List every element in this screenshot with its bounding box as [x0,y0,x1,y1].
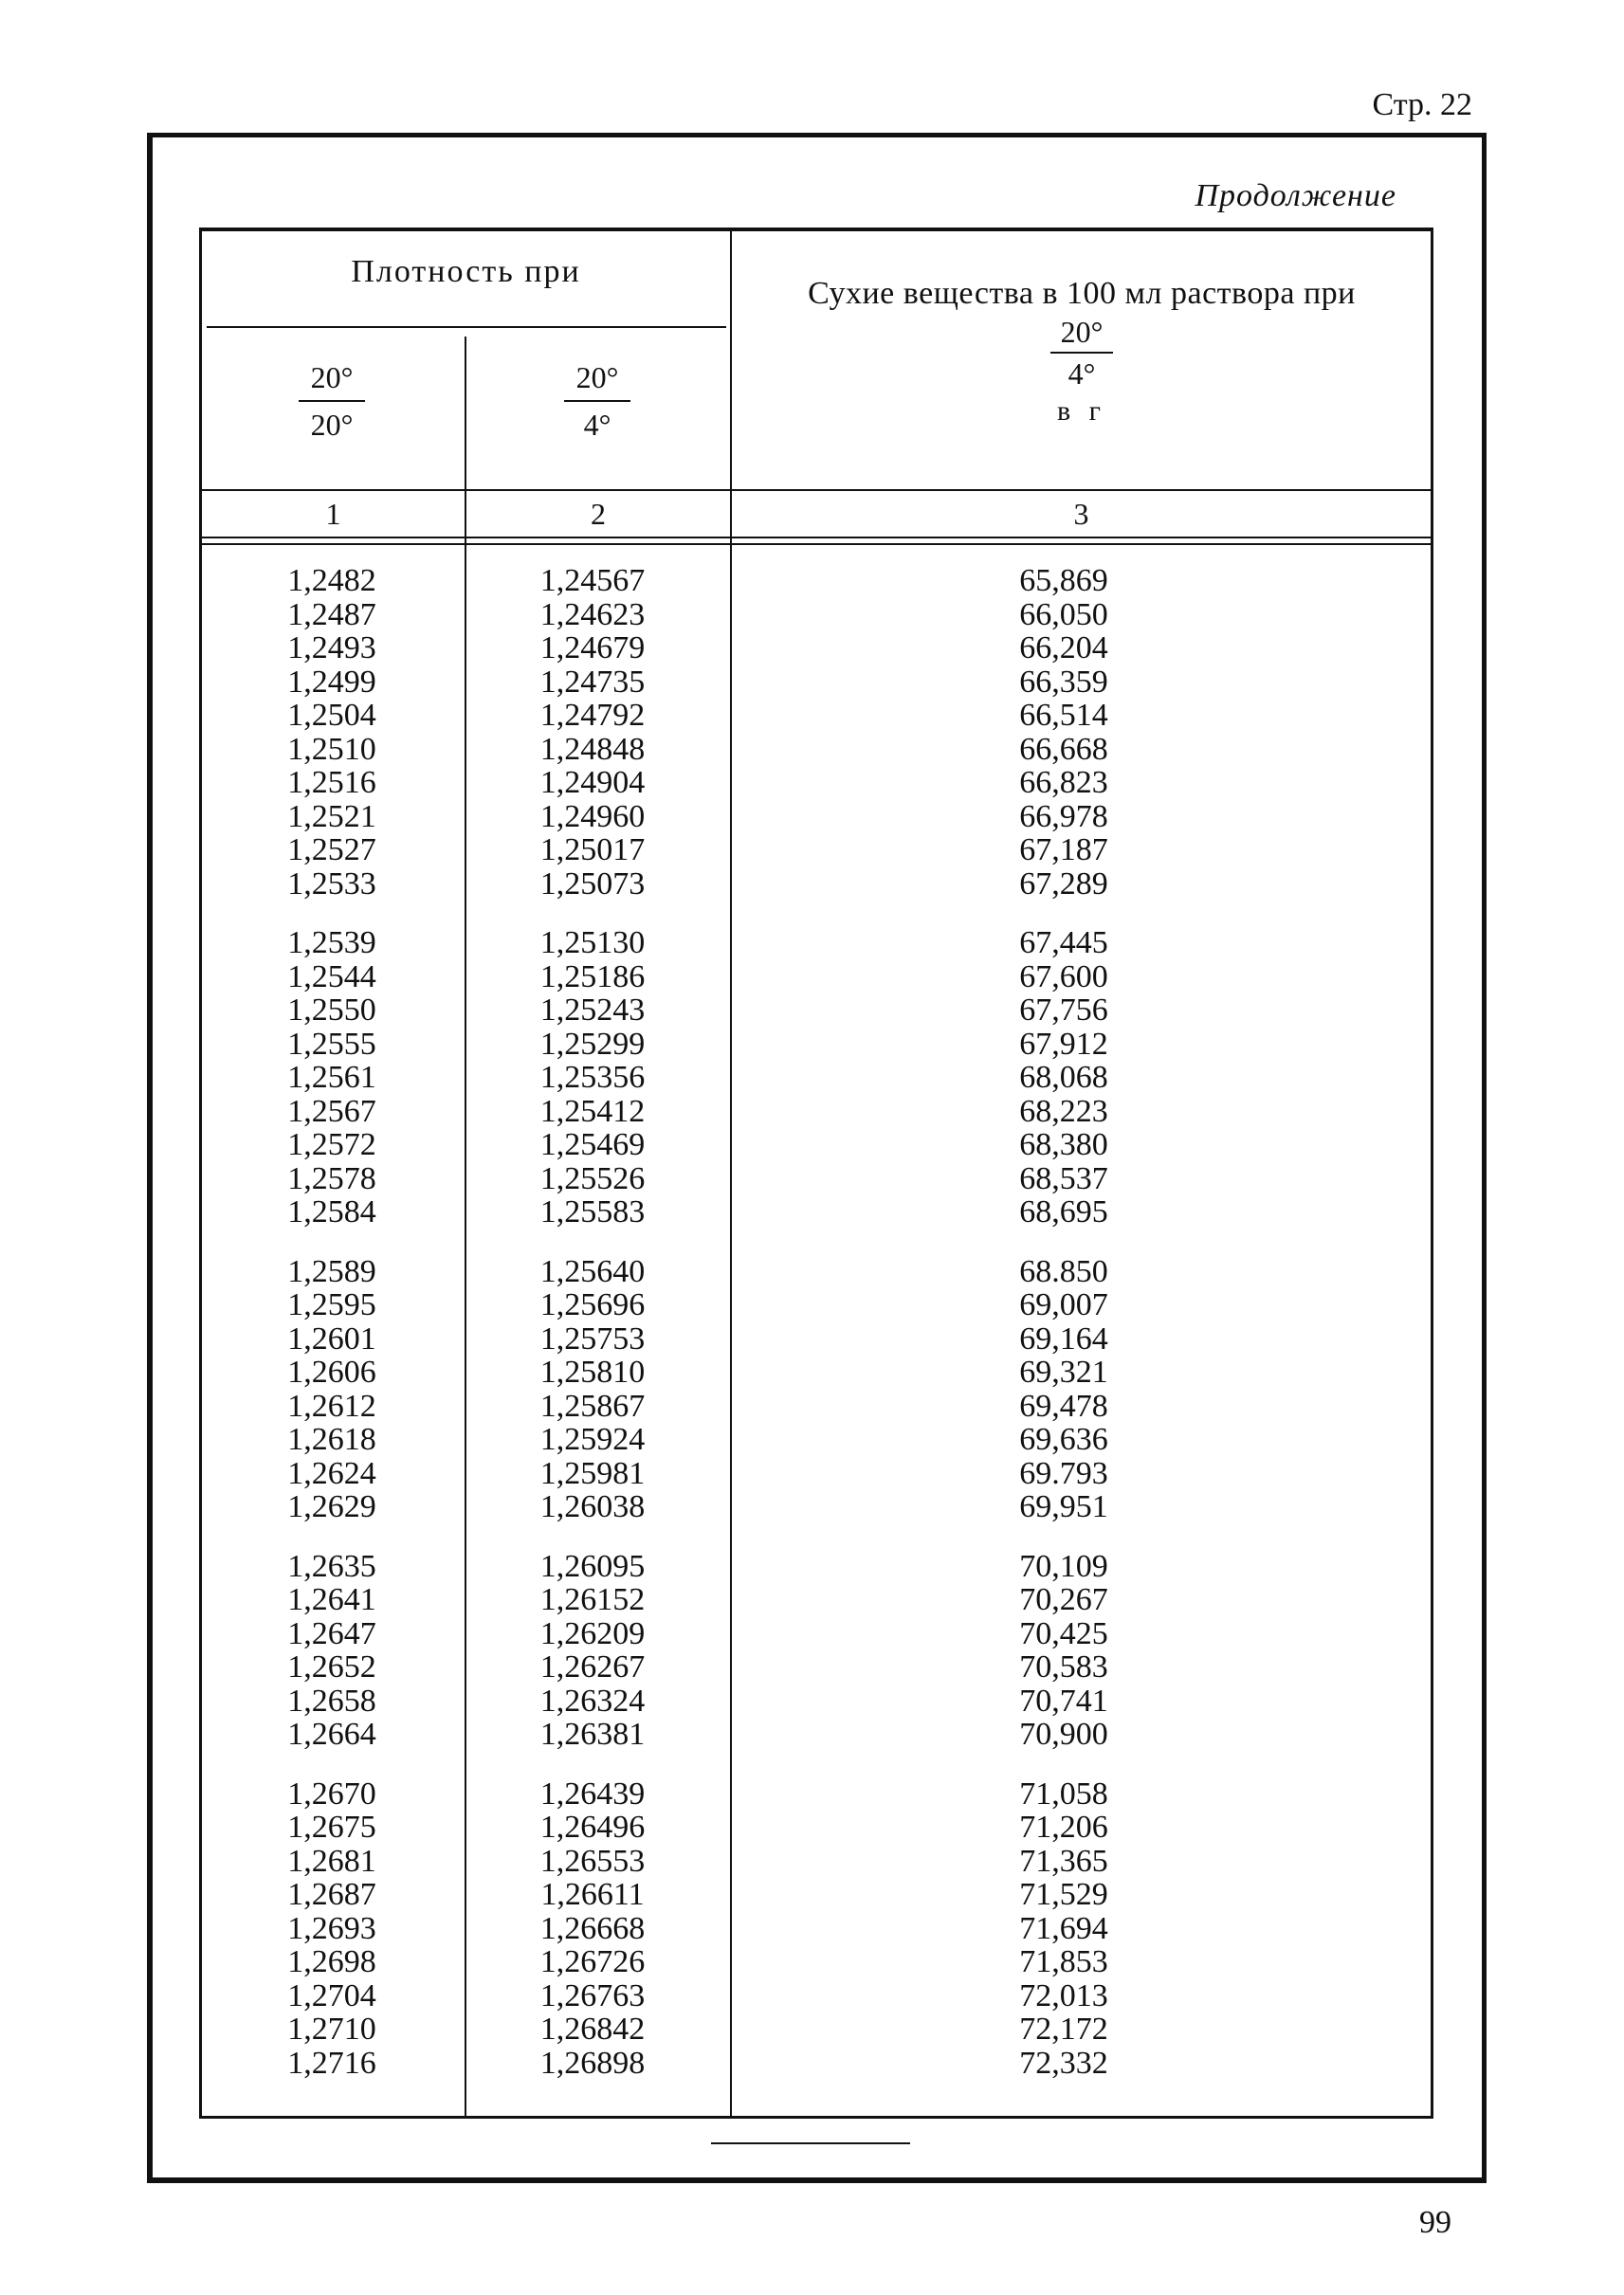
density-20-4-cell: 1,25356 [539,1060,646,1095]
table-row [199,1550,1433,1584]
density-20-4-cell: 1,26668 [539,1910,646,1946]
density-20-4-cell: 1,25130 [539,925,646,960]
density-20-4-cell: 1,26553 [539,1843,646,1879]
frame-right-border [1482,133,1487,2182]
table-row [199,960,1433,994]
col1-header-fraction [275,356,389,446]
dry-matter-cell: 72,172 [1019,2012,1108,2047]
density-20-20-cell: 1,2716 [287,2045,376,2081]
density-20-20-cell: 1,2550 [287,993,376,1028]
page-header: Стр. 22 [1372,87,1472,122]
density-20-20-cell: 1,2499 [287,664,376,700]
density-20-20-cell: 1,2555 [287,1026,376,1062]
density-20-4-cell: 1,25299 [539,1026,646,1062]
density-20-4-cell: 1,25640 [539,1253,646,1289]
dry-matter-cell: 70,741 [1019,1683,1108,1719]
table-row [199,1322,1433,1357]
table-row [199,1128,1433,1162]
density-20-20-cell: 1,2516 [287,765,376,800]
table-row [199,926,1433,960]
table-row [199,1979,1433,2013]
density-20-20-cell: 1,2487 [287,596,376,632]
dry-matter-cell: 69,321 [1019,1355,1108,1390]
dry-matter-cell: 70,267 [1019,1582,1108,1617]
density-20-4-cell: 1,24679 [539,630,646,665]
dry-matter-cell: 71,206 [1019,1810,1108,1845]
table-row [199,1617,1433,1651]
column-number-3: 3 [1073,497,1089,531]
dry-matter-cell: 69,951 [1019,1489,1108,1524]
density-20-4-cell: 1,24904 [539,765,646,800]
dry-matter-cell: 68,223 [1019,1093,1108,1129]
group-header-rule [207,326,726,328]
col1-header-numerator: 20° [310,360,354,394]
density-20-4-cell: 1,24960 [539,798,646,834]
density-20-20-cell: 1,2635 [287,1548,376,1584]
table-row [199,1777,1433,1812]
density-20-20-cell: 1,2670 [287,1776,376,1812]
dry-matter-cell: 71,694 [1019,1910,1108,1946]
density-20-4-cell: 1,26381 [539,1717,646,1752]
table-row [199,766,1433,800]
row-group [199,1550,1433,1752]
col3-header-fraction [1050,313,1113,392]
table-bottom-rule [199,2116,1433,2119]
row-group [199,926,1433,1229]
density-20-4-cell: 1,25753 [539,1321,646,1357]
table-row [199,1356,1433,1390]
dry-matter-cell: 68,068 [1019,1060,1108,1095]
dry-matter-cell: 68,380 [1019,1127,1108,1162]
density-20-20-cell: 1,2595 [287,1287,376,1322]
table-row [199,867,1433,902]
footer-rule [711,2142,910,2144]
dry-matter-cell: 69,636 [1019,1422,1108,1457]
table-row [199,1718,1433,1752]
density-20-20-cell: 1,2584 [287,1194,376,1229]
col1-header-denominator: 20° [310,408,354,442]
dry-matter-cell: 66,050 [1019,596,1108,632]
density-table [199,228,1433,2120]
table-row [199,2013,1433,2047]
dry-matter-cell: 68.850 [1019,1253,1108,1289]
table-row [199,1288,1433,1322]
table-row [199,1061,1433,1095]
density-20-20-cell: 1,2544 [287,958,376,994]
table-row [199,1095,1433,1129]
density-20-20-cell: 1,2572 [287,1127,376,1162]
row-group [199,1255,1433,1524]
density-20-4-cell: 1,26267 [539,1649,646,1685]
density-20-20-cell: 1,2647 [287,1615,376,1651]
table-row [199,631,1433,665]
dry-matter-cell: 67,756 [1019,993,1108,1028]
density-20-4-cell: 1,26898 [539,2045,646,2081]
header-bottom-rule [199,489,1433,491]
density-20-4-cell: 1,25412 [539,1093,646,1129]
dry-matter-cell: 71,365 [1019,1843,1108,1879]
density-20-4-cell: 1,25073 [539,865,646,902]
density-20-4-cell: 1,25810 [539,1355,646,1390]
table-row [199,1457,1433,1491]
table-row [199,1490,1433,1524]
table-row [199,733,1433,767]
density-20-20-cell: 1,2606 [287,1355,376,1390]
table-row [199,1423,1433,1457]
density-20-4-cell: 1,26611 [540,1877,645,1912]
row-group [199,1777,1433,2081]
density-20-20-cell: 1,2618 [287,1422,376,1457]
table-row [199,1945,1433,1979]
table-row [199,1878,1433,1912]
table-row [199,1390,1433,1424]
density-20-4-cell: 1,26496 [539,1810,646,1845]
density-20-20-cell: 1,2521 [287,798,376,834]
dry-matter-cell: 71,853 [1019,1944,1108,1979]
density-20-20-cell: 1,2675 [287,1810,376,1845]
density-20-20-cell: 1,2658 [287,1683,376,1719]
col2-header-denominator: 4° [583,408,611,442]
page-number: 99 [1419,2205,1451,2240]
density-20-20-cell: 1,2624 [287,1455,376,1491]
table-row [199,993,1433,1028]
density-20-20-cell: 1,2664 [287,1717,376,1752]
table-top-rule [199,228,1433,231]
col2-header-numerator: 20° [575,360,619,394]
dry-matter-cell: 69,478 [1019,1388,1108,1424]
dry-matter-cell: 66,668 [1019,731,1108,767]
density-20-20-cell: 1,2612 [287,1388,376,1424]
dry-matter-cell: 66,359 [1019,664,1108,700]
density-group-header: Плотность при [351,254,581,289]
density-20-4-cell: 1,26726 [539,1944,646,1979]
density-20-20-cell: 1,2710 [287,2012,376,2047]
col3-header-denominator: 4° [1067,356,1096,391]
table-row [199,1255,1433,1289]
dry-matter-cell: 66,514 [1019,698,1108,733]
dry-matter-cell: 67,187 [1019,832,1108,867]
col3-header [733,275,1431,430]
dry-matter-cell: 66,823 [1019,765,1108,800]
density-20-20-cell: 1,2482 [287,563,376,598]
density-20-20-cell: 1,2681 [287,1843,376,1879]
dry-matter-cell: 72,332 [1019,2045,1108,2081]
density-20-20-cell: 1,2510 [287,731,376,767]
density-20-20-cell: 1,2504 [287,698,376,733]
density-20-20-cell: 1,2687 [287,1877,376,1912]
col3-header-numerator: 20° [1060,315,1104,349]
density-20-20-cell: 1,2527 [287,832,376,867]
density-20-4-cell: 1,26324 [539,1683,646,1719]
density-20-20-cell: 1,2601 [287,1321,376,1357]
density-20-20-cell: 1,2567 [287,1093,376,1129]
density-20-4-cell: 1,26763 [539,1977,646,2013]
density-20-4-cell: 1,24567 [539,563,646,598]
dry-matter-cell: 71,529 [1019,1877,1108,1912]
density-20-4-cell: 1,25867 [539,1388,646,1424]
dry-matter-cell: 68,537 [1019,1160,1108,1196]
fraction-bar [1050,352,1113,354]
table-row [199,1028,1433,1062]
table-row [199,1162,1433,1196]
density-20-4-cell: 1,24735 [539,664,646,700]
density-20-4-cell: 1,25186 [539,958,646,994]
frame-top-border [147,133,1486,137]
density-20-4-cell: 1,26209 [539,1615,646,1651]
density-20-4-cell: 1,25017 [539,832,646,867]
density-20-4-cell: 1,24623 [539,596,646,632]
dry-matter-cell: 70,425 [1019,1615,1108,1651]
dry-matter-cell: 66,978 [1019,798,1108,834]
dry-matter-cell: 70,109 [1019,1548,1108,1584]
density-20-4-cell: 1,25924 [539,1422,646,1457]
density-20-4-cell: 1,25696 [539,1287,646,1322]
density-20-4-cell: 1,24848 [539,731,646,767]
density-20-4-cell: 1,26095 [539,1548,646,1584]
density-20-4-cell: 1,25981 [539,1455,646,1491]
density-20-20-cell: 1,2561 [287,1060,376,1095]
table-row [199,833,1433,867]
dry-matter-cell: 66,204 [1019,630,1108,665]
dry-matter-cell: 72,013 [1019,1977,1108,2013]
density-20-20-cell: 1,2578 [287,1160,376,1196]
density-20-4-cell: 1,26439 [539,1776,646,1812]
col2-header-fraction [540,356,654,446]
frame-left-border [147,133,153,2182]
density-20-4-cell: 1,24792 [539,698,646,733]
column-number-rule-b [199,543,1433,545]
row-group [199,564,1433,901]
dry-matter-cell: 65,869 [1019,563,1108,598]
dry-matter-cell: 67,600 [1019,958,1108,994]
dry-matter-cell: 67,445 [1019,925,1108,960]
density-20-4-cell: 1,26842 [539,2012,646,2047]
col3-header-text: Сухие вещества в 100 мл раствора при [808,276,1356,311]
table-row [199,1912,1433,1946]
dry-matter-cell: 71,058 [1019,1776,1108,1812]
density-20-20-cell: 1,2533 [287,865,376,902]
continuation-label: Продолжение [1195,178,1396,213]
density-20-4-cell: 1,25243 [539,993,646,1028]
column-number-rule-a [199,537,1433,538]
table-row [199,2047,1433,2081]
fraction-bar [564,400,630,402]
density-20-20-cell: 1,2698 [287,1944,376,1979]
density-20-20-cell: 1,2589 [287,1253,376,1289]
dry-matter-cell: 69,164 [1019,1321,1108,1357]
dry-matter-cell: 67,289 [1019,865,1108,902]
table-row [199,1650,1433,1685]
dry-matter-cell: 70,900 [1019,1717,1108,1752]
density-20-20-cell: 1,2539 [287,925,376,960]
table-row [199,1685,1433,1719]
table-row [199,800,1433,834]
table-row [199,1195,1433,1229]
column-number-2: 2 [591,497,606,531]
frame-bottom-border [147,2177,1487,2183]
density-20-20-cell: 1,2693 [287,1910,376,1946]
table-row [199,1583,1433,1617]
table-row [199,699,1433,733]
density-20-20-cell: 1,2704 [287,1977,376,2013]
density-20-4-cell: 1,25526 [539,1160,646,1196]
col3-header-unit: в г [1057,395,1106,427]
density-20-20-cell: 1,2641 [287,1582,376,1617]
table-row [199,1845,1433,1879]
density-20-20-cell: 1,2629 [287,1489,376,1524]
dry-matter-cell: 68,695 [1019,1194,1108,1229]
fraction-bar [299,400,365,402]
density-20-20-cell: 1,2652 [287,1649,376,1685]
column-number-1: 1 [325,497,341,531]
density-20-4-cell: 1,25469 [539,1127,646,1162]
dry-matter-cell: 69.793 [1019,1455,1108,1491]
density-20-20-cell: 1,2493 [287,630,376,665]
dry-matter-cell: 67,912 [1019,1026,1108,1062]
density-20-4-cell: 1,26152 [539,1582,646,1617]
table-body [199,564,1433,2105]
table-row [199,665,1433,700]
table-row [199,564,1433,598]
density-20-4-cell: 1,26038 [539,1489,646,1524]
density-20-4-cell: 1,25583 [539,1194,646,1229]
dry-matter-cell: 70,583 [1019,1649,1108,1685]
table-row [199,598,1433,632]
table-row [199,1811,1433,1845]
dry-matter-cell: 69,007 [1019,1287,1108,1322]
